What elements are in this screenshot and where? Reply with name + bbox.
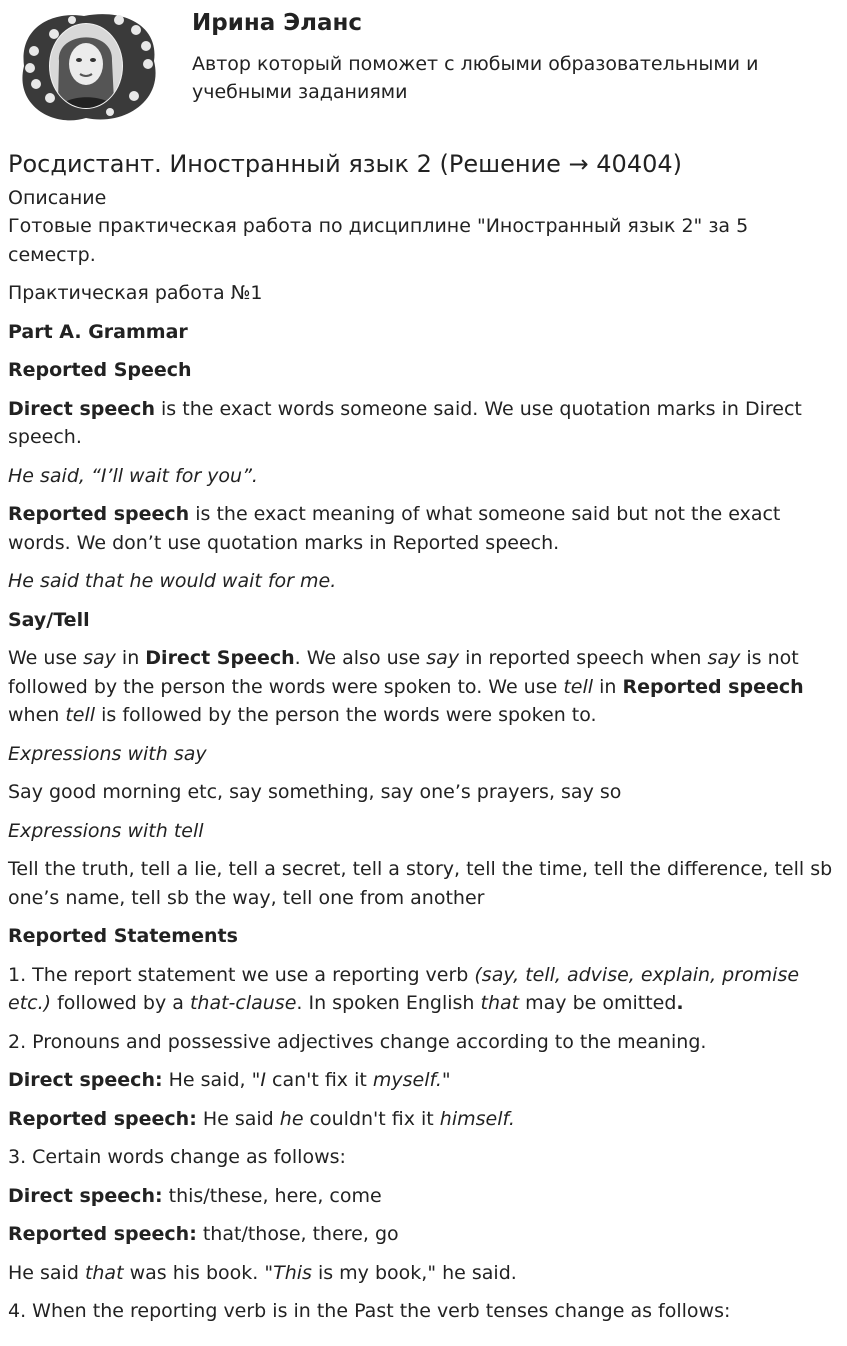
say-tell-heading: Say/Tell <box>8 608 90 631</box>
author-avatar <box>14 6 159 128</box>
author-description: Автор который поможет с любыми образовательными и учебными заданиями <box>192 53 759 103</box>
work-label: Практическая работа №1 <box>8 282 263 304</box>
description-text: Готовые практическая работа по дисциплине "Иностранный язык 2" за 5 семестр. <box>8 215 749 266</box>
expressions-tell: Tell the truth, tell a lie, tell a secret, tell a story, tell the time, tell the difference, tell sb one’s name, tell sb the way, tell one from another <box>8 858 833 909</box>
part-a-heading: Part A. Grammar <box>8 320 188 343</box>
rule-4: 4. When the reporting verb is in the Past the verb tenses change as follows: <box>8 1300 731 1322</box>
say-tell-paragraph: We use say in Direct Speech. We also use say in reported speech when say is not followed by the person the words were spoken to. We use tell in Reported speech when tell is followed by the person the words were spoken to. <box>8 647 804 726</box>
reported-speech-definition: Reported speech is the exact meaning of what someone said but not the exact words. We don’t use quotation marks in Reported speech. <box>8 503 781 554</box>
page-title: Росдистант. Иностранный язык 2 (Решение → 40404) <box>8 150 682 178</box>
author-header <box>8 0 839 130</box>
direct-speech-definition: Direct speech is the exact words someone said. We use quotation marks in Direct speech. <box>8 397 802 448</box>
author-name: Ирина Эланс <box>192 10 363 36</box>
reported-statements-heading: Reported Statements <box>8 925 238 947</box>
description-label: Описание <box>8 187 107 209</box>
rule-2-direct-example: Direct speech: He said, "I can't fix it myself." <box>8 1069 451 1091</box>
rule-2: 2. Pronouns and possessive adjectives change according to the meaning. <box>8 1030 707 1053</box>
rule-1: 1. The report statement we use a reporting verb (say, tell, advise, explain, promise etc.) followed by a that-clause. In spoken English that may be omitted. <box>8 963 800 1014</box>
rule-3: 3. Certain words change as follows: <box>8 1146 346 1168</box>
reported-speech-example: He said that he would wait for me. <box>8 570 337 592</box>
rule-2-reported-example: Reported speech: He said he couldn't fix it himself. <box>8 1107 515 1130</box>
rule-3-reported-example: Reported speech: that/those, there, go <box>8 1223 399 1245</box>
rule-3-direct-example: Direct speech: this/these, here, come <box>8 1184 382 1207</box>
direct-speech-example: He said, “I’ll wait for you”. <box>8 464 258 487</box>
expressions-say: Say good morning etc, say something, say one’s prayers, say so <box>8 781 622 803</box>
rule-3-sentence-example: He said that was his book. "This is my book," he said. <box>8 1261 517 1284</box>
expressions-say-label: Expressions with say <box>8 742 207 765</box>
expressions-tell-label: Expressions with tell <box>8 819 204 842</box>
reported-speech-heading: Reported Speech <box>8 359 192 381</box>
